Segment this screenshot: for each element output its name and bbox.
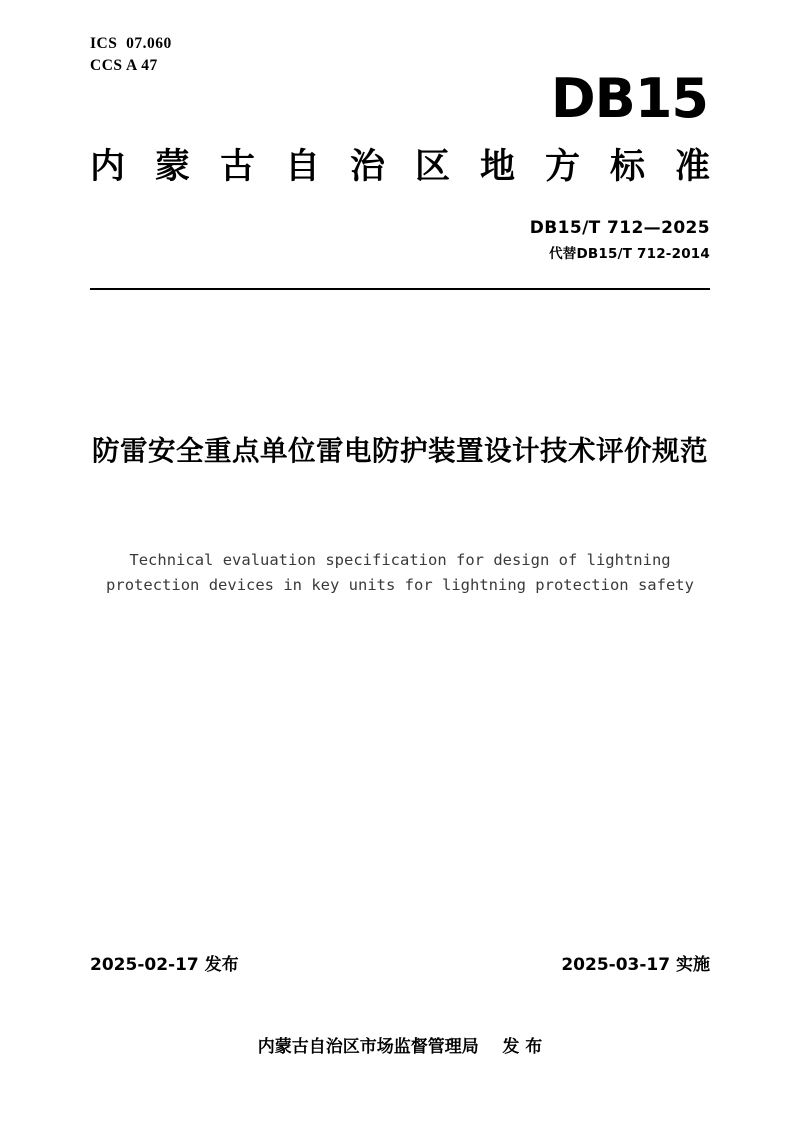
document-title-en — [80, 548, 720, 598]
document-title-en-line2: protection devices in key units for lightning protection safety — [106, 575, 694, 594]
replaces-number: 代替DB15/T 712-2014 — [549, 246, 710, 262]
standard-number: DB15/T 712—2025 — [529, 218, 710, 238]
implement-date: 2025-03-17 实施 — [561, 955, 710, 975]
publisher-line: 内蒙古自治区市场监督管理局 发 布 — [257, 1037, 543, 1057]
document-title-cn: 防雷安全重点单位雷电防护装置设计技术评价规范 — [92, 435, 708, 467]
issue-date: 2025-02-17 发布 — [90, 955, 239, 975]
ccs-code: CCS A 47 — [90, 57, 158, 75]
db15-logo: DB15 — [550, 67, 708, 130]
standard-number-block — [530, 218, 710, 262]
date-row — [90, 950, 710, 975]
ics-code: ICS 07.060 — [90, 35, 172, 52]
document-title-en-line1: Technical evaluation specification for design of lightning — [129, 551, 671, 569]
standard-series-title: 内蒙古自治区地方标准 — [90, 147, 710, 187]
header-divider — [90, 288, 710, 290]
classification-block — [90, 33, 172, 78]
